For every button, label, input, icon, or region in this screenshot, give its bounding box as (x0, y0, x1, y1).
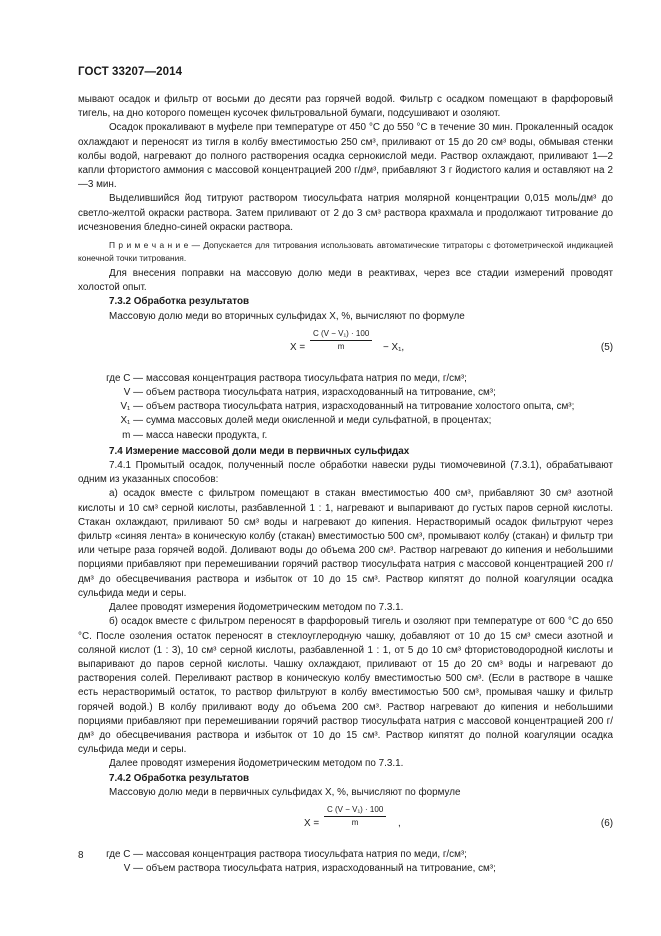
definition-text: масса навески продукта, г. (146, 429, 268, 441)
definition-text: объем раствора тиосульфата натрия, израсходованный на титрование холостого опыта, см³; (146, 401, 575, 413)
definitions-5 (78, 372, 613, 443)
definition-symbol: V — (123, 863, 143, 875)
definition-text: объем раствора тиосульфата натрия, израсходованный на титрование, см³; (146, 387, 496, 399)
definition-text: массовая концентрация раствора тиосульфата натрия по меди, г/см³; (146, 372, 467, 384)
definition-row (78, 386, 613, 400)
equation-number: (5) (600, 341, 613, 353)
paragraph: Осадок прокаливают в муфеле при температуре от 450 °С до 550 °С в течение 30 мин. Прокаленный осадок охлаждают и переносят из тигля в колбу вместимостью 250 см³, приливают от 15 до 20 см³ воды, обмывая стенки колбы водой, нагревают до полного растворения осадка сернокислой меди. Раствор охлаждают, приливают 1—2 капли фтористого аммония с массовой концентрацией 200 г/дм³, прибавляют 3 г йодистого калия и оставляют на 2—3 мин. (78, 122, 613, 191)
definition-row (78, 862, 613, 876)
paragraph: Для внесения поправки на массовую долю меди в реактивах, через все стадии измерений проводят холостой опыт. (78, 268, 613, 294)
definition-text: объем раствора тиосульфата натрия, израсходованный на титрование, см³; (146, 863, 496, 875)
paragraph: Далее проводят измерения йодометрическим методом по 7.3.1. (109, 758, 404, 770)
formula-fraction (310, 328, 372, 353)
formula-6 (78, 800, 613, 846)
formula-lhs: X = (304, 817, 320, 829)
formula-denominator: m (351, 817, 359, 827)
document-header: ГОСТ 33207—2014 (78, 66, 183, 78)
definition-row (78, 848, 613, 862)
paragraph: а) осадок вместе с фильтром помещают в стакан вместимостью 400 см³, прибавляют 30 см³ азотной кислоты и 10 см³ серной кислоты, разбавленной 1 : 1, нагревают и выпаривают до густых паров серной кислоты. Стакан охлаждают, приливают 50 см³ воды и нагревают до кипения. Нерастворимый осадок фильтруют через фильтр «синяя лента» в коническую колбу (стакан) вместимостью 500 см³, промывают колбу (стакан) и фильтр три или четыре раза горячей водой. Доливают воды до объема 200 см³. Раствор нагревают до кипения и небольшими порциями прибавляют при перемешивании горячий раствор тиосульфата натрия с массовой концентрацией 200 г/дм³ до обесцвечивания раствора и избыток от 10 до 15 см³. Раствор кипятят до полной коагуляции осадка сульфида меди и серы. (78, 488, 613, 599)
formula-rhs: , (398, 817, 401, 829)
paragraph: Массовую долю меди в первичных сульфидах X, %, вычисляют по формуле (109, 786, 461, 798)
paragraph: Массовую долю меди во вторичных сульфидах X, %, вычисляют по формуле (109, 310, 465, 322)
document-body (78, 93, 613, 878)
definition-row (78, 400, 613, 414)
page-number: 8 (78, 850, 84, 861)
paragraph: 7.4.1 Промытый осадок, полученный после обработки навески руды тиомочевиной (7.3.1), обрабатывают одним из указанных способов: (78, 460, 613, 486)
section-heading: 7.4.2 Обработка результатов (109, 772, 250, 784)
equation-number: (6) (600, 817, 613, 829)
paragraph: Далее проводят измерения йодометрическим методом по 7.3.1. (109, 602, 404, 614)
definition-text: сумма массовых долей меди окисленной и меди сульфатной, в процентах; (146, 415, 492, 427)
definition-symbol: m — (122, 429, 143, 441)
formula-lhs: X = (290, 341, 306, 353)
definition-text: массовая концентрация раствора тиосульфата натрия по меди, г/см³; (146, 848, 467, 860)
definition-symbol: V — (123, 387, 143, 399)
definitions-6 (78, 848, 613, 876)
formula-numerator: C (V − V₁) · 100 (313, 328, 370, 338)
formula-denominator: m (337, 341, 345, 351)
note: П р и м е ч а н и е — Допускается для титрования использовать автоматические титраторы с фотометрической индикацией конечной точки титрования. (78, 240, 613, 263)
definition-row (78, 372, 613, 386)
definition-row (78, 414, 613, 428)
formula-rhs: − X₁, (383, 341, 405, 353)
section-heading: 7.3.2 Обработка результатов (109, 296, 250, 308)
definition-row (78, 429, 613, 443)
definition-symbol: X₁ — (120, 415, 143, 427)
formula-numerator: C (V − V₁) · 100 (327, 804, 384, 814)
formula-fraction (324, 804, 386, 829)
definition-symbol: V₁ — (120, 401, 143, 413)
definition-symbol: где C — (106, 848, 143, 860)
section-heading: 7.4 Измерение массовой доли меди в первичных сульфидах (109, 445, 410, 457)
paragraph: б) осадок вместе с фильтром переносят в фарфоровый тигель и озоляют при температуре от 600 °С до 650 °С. После озоления остаток переносят в стеклоуглеродную чашку, добавляют от 10 до 15 см³ смеси азотной и соляной кислот (1 : 3), 10 см³ серной кислоты, разбавленной 1 : 1, от 5 до 10 см³ фтористоводородной кислоты и выпаривают до паров серной кислоты. Чашку охлаждают, приливают от 15 до 20 см³ воды и нагревают до растворения солей. Переливают раствор в коническую колбу вместимостью 500 см³. (Если в растворе в чашке есть нерастворимый остаток, то раствор фильтруют в колбу вместимостью 500 см³, промывая чашку и фильтр горячей водой.) В колбу приливают воду до объема 200 см³. Раствор нагревают до кипения и небольшими порциями прибавляют при перемешивании горячий раствор тиосульфата натрия с массовой концентрацией 200 г/дм³ до обесцвечивания раствора и избыток от 10 до 15 см³. Раствор кипятят до полной коагуляции осадка сульфида меди и серы. (78, 616, 613, 756)
paragraph: мывают осадок и фильтр от восьми до десяти раз горячей водой. Фильтр с осадком помещают в фарфоровый тигель, на дно которого помещен кусочек фильтровальной бумаги, подсушивают и озоляют. (78, 94, 613, 120)
definition-symbol: где C — (106, 372, 143, 384)
formula-5 (78, 324, 613, 370)
paragraph: Выделившийся йод титруют раствором тиосульфата натрия молярной концентрации 0,015 моль/дм³ до светло-желтой окраски раствора. Затем приливают от 2 до 3 см³ раствора крахмала и продолжают титрование до исчезновения бледно-синей окраски раствора. (78, 193, 613, 233)
